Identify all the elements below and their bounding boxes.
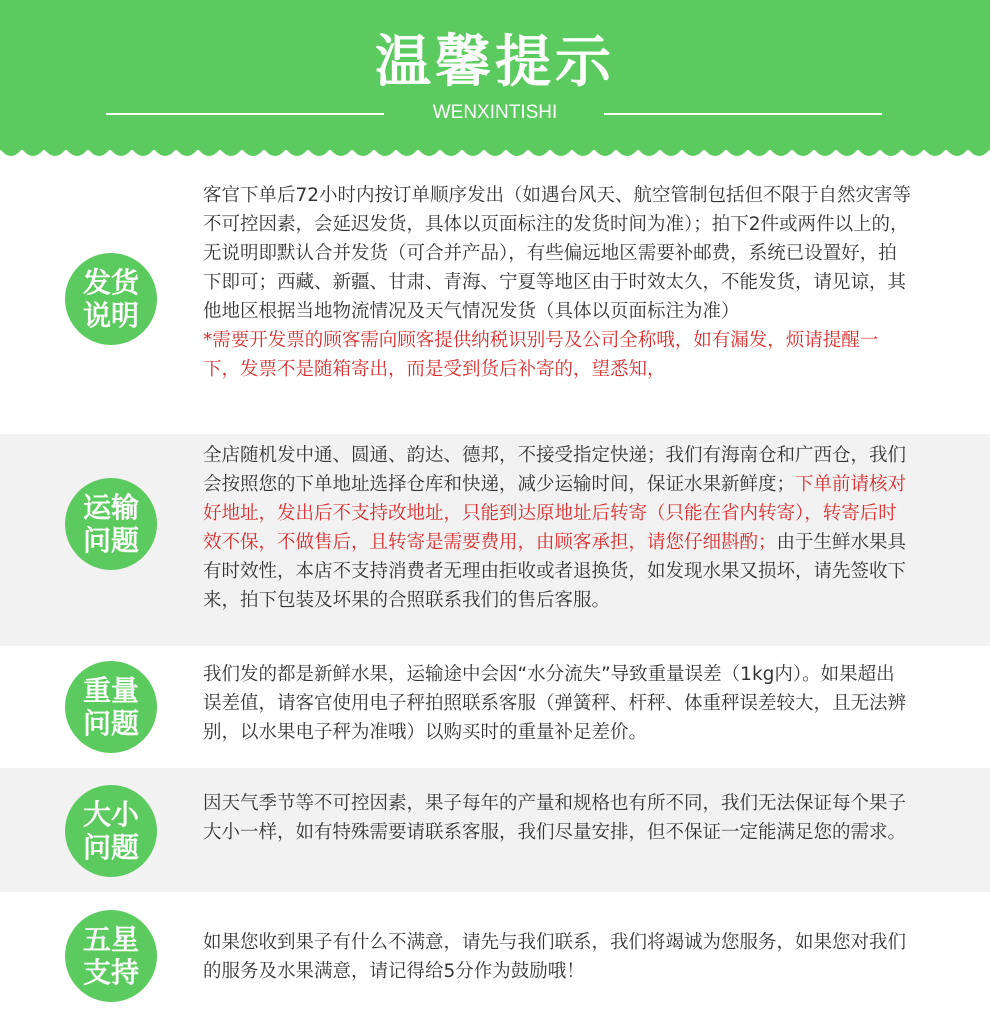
scallop — [176, 149, 198, 156]
badge-size-circle — [65, 785, 157, 877]
scallop — [814, 149, 836, 156]
weight-paragraph: 我们发的都是新鲜水果，运输途中会因“水分流失”导致重量误差（1kg内）。如果超出误差值，请客官使用电子秤拍照联系客服（弹簧秤、杆秤、体重秤误差较大，且无法辨别，以水果电子秤为准哦）以购买时的重量补足差价。 — [203, 664, 907, 743]
scallop — [660, 149, 682, 156]
scallop — [682, 149, 704, 156]
scallop — [484, 149, 506, 156]
scallop-edge — [0, 149, 990, 163]
badge-label-line2: 支持 — [82, 956, 139, 989]
badge-label-line1: 重量 — [82, 674, 139, 707]
shipping-paragraph: 客官下单后72小时内按订单顺序发出（如遇台风天、航空管制包括但不限于自然灾害等不可控因素，会延迟发货，具体以页面标注的发货时间为准）；拍下2件或两件以上的，无说明即默认合并发货（可合并产品），有些偏远地区需要补邮费，系统已设置好，拍下即可；西藏、新疆、甘肃、青海、宁夏等地区由于时效太久，不能发货，请见谅，其他地区根据当地物流情况及天气情况发货（具体以页面标注为准） — [203, 185, 912, 322]
scallop — [792, 149, 814, 156]
scallop — [374, 149, 396, 156]
badge-label-line2: 问题 — [82, 831, 139, 864]
scallop — [880, 149, 902, 156]
scallop — [924, 149, 946, 156]
badge-label-line2: 问题 — [82, 707, 139, 740]
scallop — [242, 149, 264, 156]
scallop — [528, 149, 550, 156]
rating-text — [203, 928, 913, 986]
scallop — [418, 149, 440, 156]
badge-label-line1: 大小 — [82, 798, 139, 831]
scallop — [858, 149, 880, 156]
scallop — [572, 149, 594, 156]
scallop — [110, 149, 132, 156]
scallop — [836, 149, 858, 156]
scallop — [88, 149, 110, 156]
invoice-notice: *需要开发票的顾客需向顾客提供纳税识别号及公司全称哦，如有漏发，烦请提醒一下，发票不是随箱寄出，而是受到货后补寄的，望悉知， — [203, 330, 879, 380]
scallop — [770, 149, 792, 156]
weight-text — [203, 660, 913, 747]
scallop — [638, 149, 660, 156]
scallop — [264, 149, 286, 156]
scallop — [0, 149, 22, 156]
scallop — [704, 149, 726, 156]
scallop — [308, 149, 330, 156]
address-warning: 下单前请核对好地址，发出后不支持改地址，只能到达原地址后转寄（只能在省内转寄），转寄后时效不保，不做售后，且转寄是需要费用，由顾客承担，请您仔细斟酌； — [203, 474, 907, 553]
scallop — [352, 149, 374, 156]
transport-paragraph — [203, 441, 913, 615]
transport-text-b: 由于生鲜水果具有时效性，本店不支持消费者无理由拒收或者退换货，如发现水果又损坏，请先签收下来，拍下包装及坏果的合照联系我们的售后客服。 — [203, 532, 907, 611]
badge-shipping-circle — [65, 253, 157, 345]
scallop — [154, 149, 176, 156]
scallop — [748, 149, 770, 156]
scallop — [946, 149, 968, 156]
badge-label-line1: 运输 — [82, 491, 139, 524]
scallop — [726, 149, 748, 156]
scallop — [22, 149, 44, 156]
page-subtitle: WENXINTISHI — [432, 102, 558, 123]
scallop — [594, 149, 616, 156]
shipping-text — [203, 181, 913, 384]
page-title: 温馨提示 — [375, 30, 615, 95]
badge-transport-circle — [65, 478, 157, 570]
scallop — [330, 149, 352, 156]
badge-label-line1: 发货 — [82, 266, 139, 299]
badge-weight-circle — [65, 661, 157, 753]
scallop — [462, 149, 484, 156]
badge-label-line2: 说明 — [82, 299, 139, 332]
scallop — [220, 149, 242, 156]
scallop — [440, 149, 462, 156]
rating-paragraph: 如果您收到果子有什么不满意，请先与我们联系，我们将竭诚为您服务，如果您对我们的服务及水果满意，请记得给5分作为鼓励哦！ — [203, 932, 907, 982]
scallop — [968, 149, 990, 156]
badge-rating-circle — [65, 910, 157, 1002]
scallop — [616, 149, 638, 156]
scallop — [132, 149, 154, 156]
scallop — [902, 149, 924, 156]
scallop — [286, 149, 308, 156]
size-text — [203, 789, 913, 847]
scallop — [506, 149, 528, 156]
subtitle-row — [0, 98, 990, 128]
badge-label-line1: 五星 — [82, 923, 139, 956]
divider-right — [604, 113, 882, 115]
scallop — [66, 149, 88, 156]
scallop — [396, 149, 418, 156]
transport-text-a: 全店随机发中通、圆通、韵达、德邦，不接受指定快递；我们有海南仓和广西仓，我们会按照您的下单地址选择仓库和快递，减少运输时间，保证水果新鲜度； — [203, 445, 907, 495]
transport-text — [203, 441, 913, 615]
header-banner — [0, 0, 990, 150]
scallop — [550, 149, 572, 156]
size-paragraph: 因天气季节等不可控因素，果子每年的产量和规格也有所不同，我们无法保证每个果子大小一样，如有特殊需要请联系客服，我们尽量安排，但不保证一定能满足您的需求。 — [203, 793, 907, 843]
scallop — [198, 149, 220, 156]
scallop — [44, 149, 66, 156]
badge-label-line2: 问题 — [82, 524, 139, 557]
